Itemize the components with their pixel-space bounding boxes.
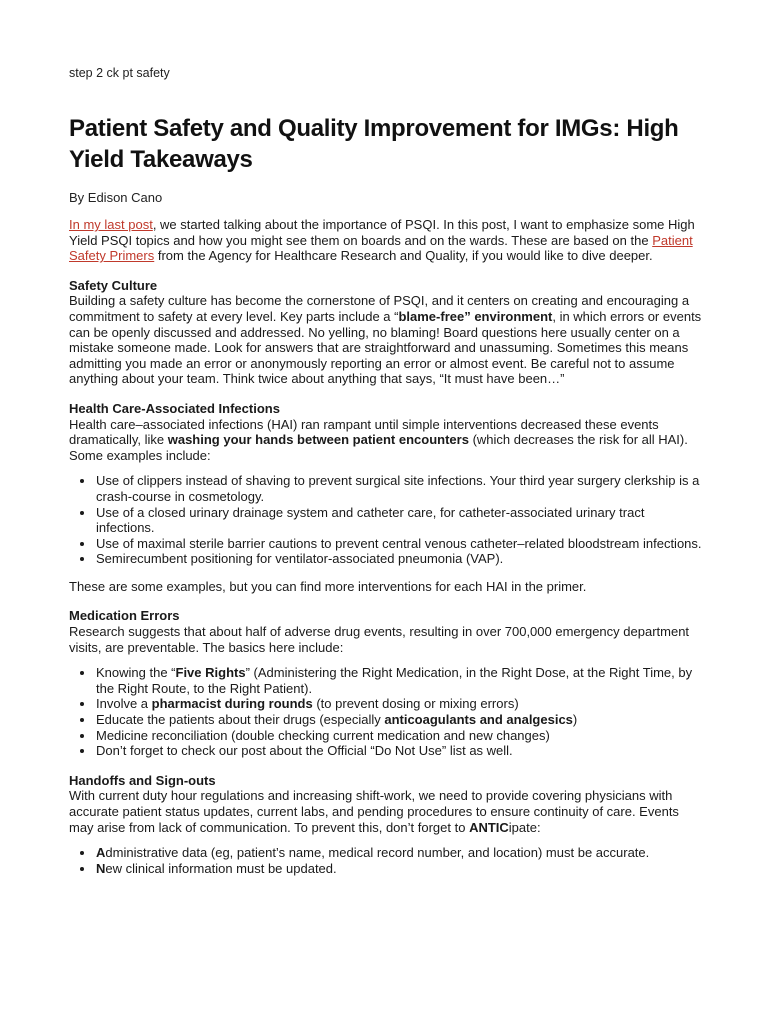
intro-text-1: , we started talking about the importance of PSQI. In this post, I want to emphasize some High Yield PSQI topics and how you might see them on boards and on the wards. These are based on the xyxy=(69,217,695,248)
text: ipate: xyxy=(508,819,541,835)
intro-text-2: from the Agency for Healthcare Research and Quality, if you would like to dive deeper. xyxy=(154,248,653,264)
section-hai xyxy=(69,401,706,595)
list-item xyxy=(95,696,706,712)
bold-text: blame-free” environment xyxy=(398,308,553,324)
bold-text: washing your hands between patient encounters xyxy=(167,432,469,448)
text: Educate the patients about their drugs (especially xyxy=(96,712,385,728)
section-handoffs xyxy=(69,773,706,877)
list-item: • Medicine reconciliation (double checking current medication and new changes) xyxy=(95,728,706,744)
text: With current duty hour regulations and increasing shift-work, we need to provide covering physicians with accurate patient status updates, current labs, and pending procedures to ensure continuity of care. Events may arise from lack of communication. To prevent this, don’t forget to xyxy=(69,788,679,835)
text: Building a safety culture has become the cornerstone of PSQI, and it centers on creating and encouraging a commitment to safety at every level. Key parts include a “ xyxy=(69,293,690,324)
bold-letter: A xyxy=(96,845,106,861)
text: , in which errors or events can be openly discussed and addressed. No yelling, no blaming! Board questions here usually center on a mistake someone made. Look for answers that are straightforward and unassuming. Sometimes this means admitting you made an error or anonymously reporting an error or almost event. Be careful not to assume anything about your team. Think twice about anything that says, “It must have been…” xyxy=(69,308,702,387)
list-item xyxy=(95,712,706,728)
intro-paragraph xyxy=(69,217,706,264)
section-paragraph xyxy=(69,788,706,835)
text: Health care–associated infections (HAI) ran rampant until simple interventions decreased these events dramatically, like xyxy=(69,416,659,448)
bold-text: Five Rights xyxy=(175,665,246,681)
text: ” (Administering the Right Medication, in the Right Dose, at the Right Time, by the Right Route, to the Right Patient). xyxy=(96,665,693,696)
section-paragraph xyxy=(69,293,706,387)
text: (which decreases the risk for all HAI). Some examples include: xyxy=(69,432,688,463)
section-medication-errors xyxy=(69,608,706,758)
last-post-link[interactable]: In my last post xyxy=(69,217,153,232)
text: dministrative data (eg, patient’s name, medical record number, and location) must be accurate. xyxy=(105,845,650,861)
list-item: • Semirecumbent positioning for ventilator-associated pneumonia (VAP). xyxy=(95,551,706,567)
list-item xyxy=(95,845,706,861)
list-item: • Use of maximal sterile barrier cautions to prevent central venous catheter–related bloodstream infections. xyxy=(95,536,706,552)
section-title: Medication Errors xyxy=(69,608,180,624)
list-item xyxy=(95,665,706,696)
section-title: Health Care-Associated Infections xyxy=(69,400,280,416)
section-paragraph xyxy=(69,417,706,464)
section-paragraph: Research suggests that about half of adverse drug events, resulting in over 700,000 emergency department visits, are preventable. The basics here include: xyxy=(69,624,690,655)
hai-list xyxy=(69,473,706,567)
section-title: Handoffs and Sign-outs xyxy=(69,772,216,788)
text: ew clinical information must be updated. xyxy=(105,860,337,876)
text: Knowing the “ xyxy=(96,665,176,681)
section-safety-culture xyxy=(69,278,706,387)
article-title: Patient Safety and Quality Improvement for IMGs: High Yield Takeaways xyxy=(69,115,679,173)
list-item: • Use of a closed urinary drainage system and catheter care, for catheter-associated urinary tract infections. xyxy=(95,505,706,536)
list-item: • Don’t forget to check our post about the Official “Do Not Use” list as well. xyxy=(95,743,706,759)
bold-text: pharmacist during rounds xyxy=(151,696,313,712)
bold-text: ANTIC xyxy=(469,819,509,835)
section-title: Safety Culture xyxy=(69,277,158,293)
anticipate-list xyxy=(69,845,706,876)
article-body xyxy=(69,217,706,890)
patient-safety-primers-link[interactable]: Patient Safety Primers xyxy=(69,232,693,264)
text: ) xyxy=(572,712,578,728)
bold-letter: N xyxy=(96,860,106,876)
document-header: step 2 ck pt safety xyxy=(69,66,170,80)
list-item xyxy=(95,861,706,877)
section-closing: These are some examples, but you can find more interventions for each HAI in the primer. xyxy=(69,578,587,594)
medication-list xyxy=(69,665,706,759)
bold-text: anticoagulants and analgesics xyxy=(384,712,573,728)
article-byline: By Edison Cano xyxy=(69,190,163,205)
text: Involve a xyxy=(96,696,152,712)
text: (to prevent dosing or mixing errors) xyxy=(312,696,519,712)
list-item: • Use of clippers instead of shaving to prevent surgical site infections. Your third year surgery clerkship is a crash-course in cosmetology. xyxy=(95,473,706,504)
